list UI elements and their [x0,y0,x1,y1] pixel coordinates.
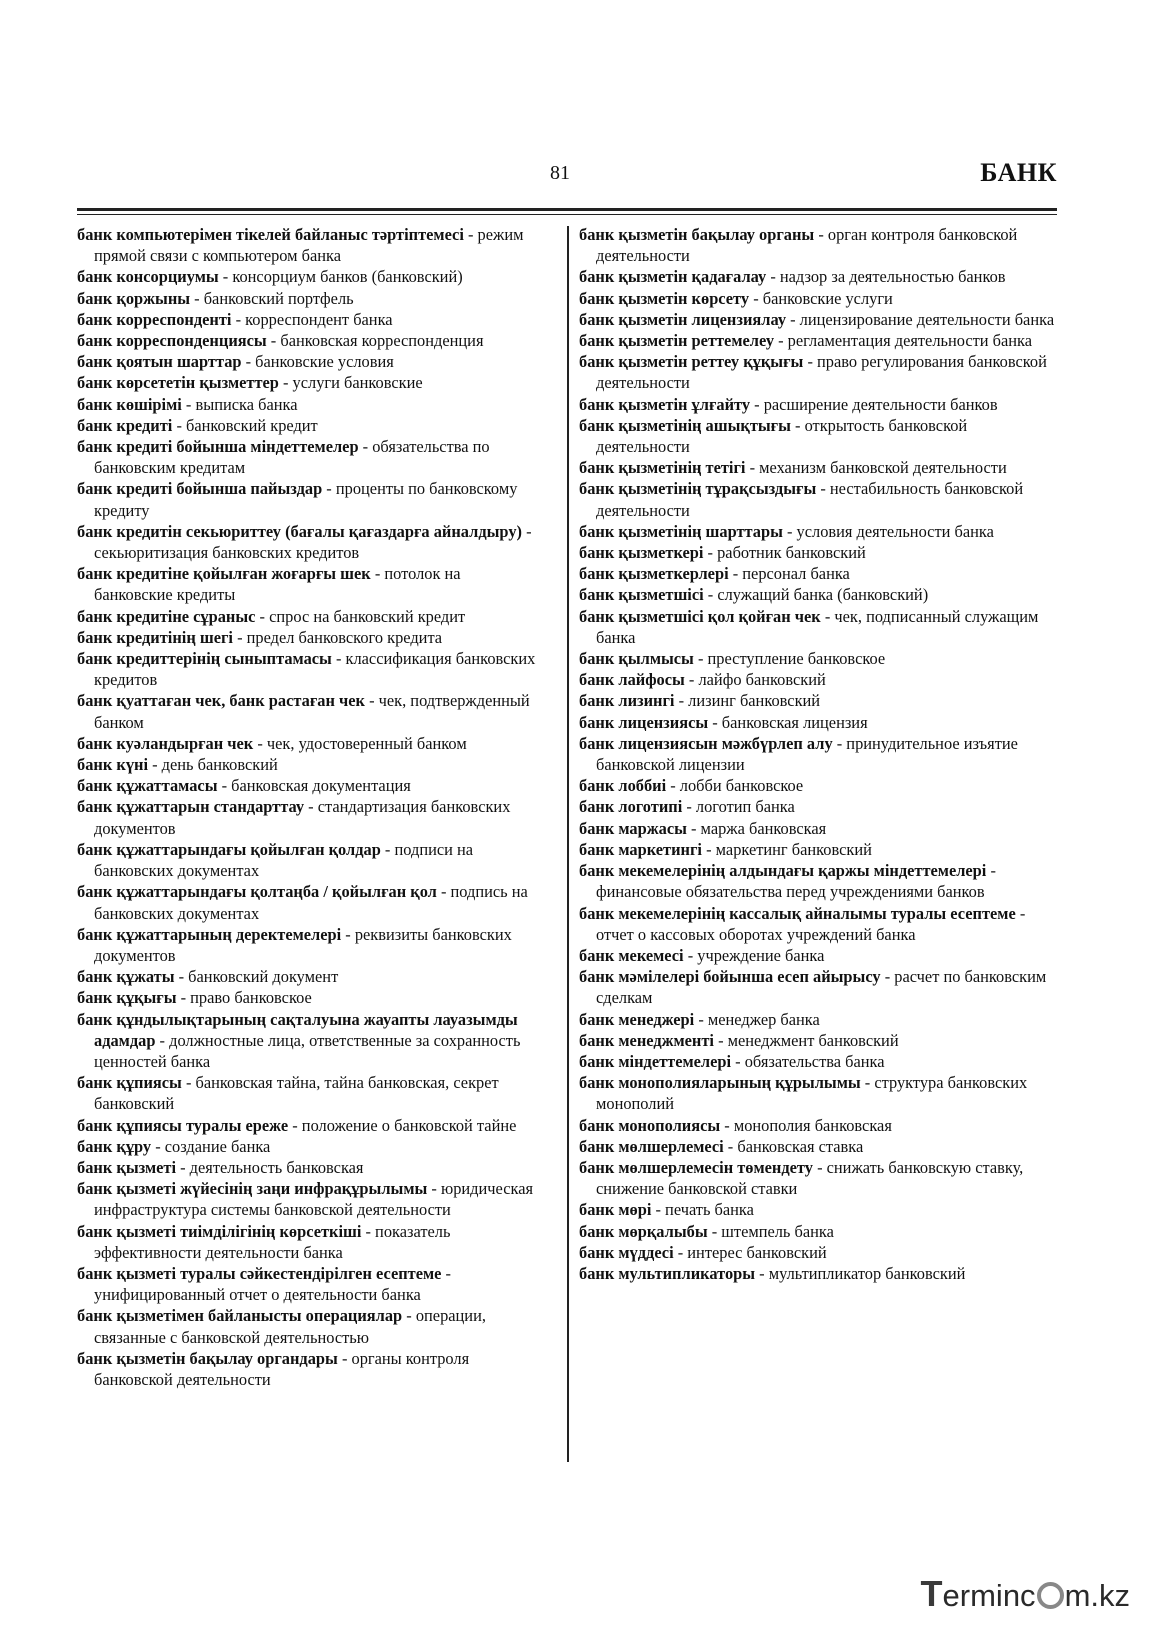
entry-term: банк көрсететін қызметтер [77,373,279,393]
entry-term: банк қызметі туралы сәйкестендірілген есептеме [77,1263,442,1283]
entry-definition: - маркетинг банковский [702,839,872,859]
dictionary-entry [77,436,543,478]
entry-definition: - унифицированный отчет о деятельности банка [94,1263,451,1305]
entry-term: банк корреспонденті [77,309,232,329]
entry-definition: - стандартизация банковских документов [94,797,511,838]
entry-term: банк қуаттаған чек, банк растаған чек [77,691,365,711]
dictionary-entry [77,309,543,330]
dictionary-entry [579,415,1057,457]
entry-term: банк лизингі [579,691,675,711]
dictionary-entry [579,457,1057,478]
entry-definition: - секьюритизация банковских кредитов [94,521,532,563]
entry-definition: - органы контроля банковской деятельности [94,1348,470,1389]
entry-term: банк монополияларының құрылымы [579,1073,861,1093]
entry-definition: - банковская тайна, тайна банковская, секрет банковский [94,1073,499,1114]
entry-definition: - обязательства банка [731,1051,885,1071]
entry-definition: - банковская лицензия [708,712,868,732]
dictionary-entry [77,839,543,881]
dictionary-entry [77,266,543,287]
dictionary-entry [77,775,543,796]
entry-definition: - показатель эффективности деятельности банка [94,1221,451,1262]
dictionary-entry [77,796,543,838]
entry-term: банк қызметкерлері [579,564,729,584]
entry-definition: - банковская документация [217,776,411,796]
dictionary-entry [579,690,1057,711]
dictionary-entry [579,839,1057,860]
entry-term: банк мекемесі [579,945,684,965]
entry-definition: - принудительное изъятие банковской лицензии [596,733,1018,775]
entry-term: банк қоржыны [77,288,191,308]
entry-definition: - расширение деятельности банков [750,394,998,414]
entry-definition: - классификация банковских кредитов [94,649,536,690]
dictionary-entry [579,563,1057,584]
dictionary-entry [579,1157,1057,1199]
entry-definition: - орган контроля банковской деятельности [596,225,1018,266]
entry-term: банк компьютерімен тікелей байланыс тәртіптемесі [77,225,464,244]
entry-term: банк қызметі тиімділігінің көрсеткіші [77,1221,362,1241]
entry-definition: - право банковское [176,988,312,1008]
entry-term: банк кредитінің шегі [77,627,233,647]
entry-term: банк құжаттарындағы қолтаңба / қойылған қол [77,882,437,902]
entry-definition: - чек, подписанный служащим банка [596,606,1039,647]
entry-definition: - банковские условия [241,352,394,372]
entry-definition: - финансовые обязательства перед учреждениями банков [596,861,996,902]
entry-definition: - услуги банковские [278,373,423,393]
header-rule-thin [77,214,1057,215]
entry-term: банк құжаттамасы [77,776,218,796]
entry-term: банк қызметі [77,1157,177,1177]
dictionary-entry [579,330,1057,351]
entry-definition: - спрос на банковский кредит [255,606,466,626]
logo-text: erminc [942,1578,1036,1613]
dictionary-entry [77,648,543,690]
entry-term: банк қызметінің шарттары [579,521,783,541]
dictionary-entry [77,1305,543,1347]
entry-term: банк мөлшерлемесі [579,1136,724,1156]
entry-definition: - проценты по банковскому кредиту [94,479,518,520]
dictionary-entry [77,627,543,648]
entry-term: банк маржасы [579,818,687,838]
entry-term: банк лицензиясы [579,712,709,732]
entry-term: банк құпиясы [77,1073,182,1093]
logo-circle-icon [1037,1582,1064,1609]
dictionary-entry [579,1199,1057,1220]
logo-letter: T [920,1573,943,1614]
entry-definition: - логотип банка [682,797,795,817]
dictionary-entry [77,606,543,627]
dictionary-entry [579,1242,1057,1263]
dictionary-entry [579,860,1057,902]
dictionary-entry [77,288,543,309]
entry-term: банк мәмілелері бойынша есеп айырысу [579,967,881,987]
entry-term: банк қызметін лицензиялау [579,309,787,329]
entry-term: банк мүддесі [579,1242,674,1262]
dictionary-entry [579,775,1057,796]
logo-text-end: m.kz [1064,1578,1130,1613]
dictionary-entry [579,1072,1057,1114]
entry-term: банк куәландырған чек [77,733,254,753]
entry-definition: - интерес банковский [673,1242,827,1262]
entry-definition: - потолок на банковские кредиты [94,564,461,605]
entry-definition: - деятельность банковская [176,1157,364,1177]
entry-definition: - консорциум банков (банковский) [218,267,463,287]
entry-definition: - подписи на банковских документах [94,839,474,881]
entry-term: банк құпиясы туралы ереже [77,1115,289,1135]
entry-term: банк мөлшерлемесін төмендету [579,1157,813,1177]
dictionary-entry [77,966,543,987]
entry-term: банк мекемелерінің кассалық айналымы туралы есептеме [579,903,1016,923]
entry-definition: - отчет о кассовых оборотах учреждений банка [596,903,1026,944]
entry-term: банк қызметшісі [579,585,704,605]
dictionary-entry [579,606,1057,648]
dictionary-entry [579,818,1057,839]
entry-definition: - банковский документ [174,967,339,987]
entry-term: банк логотипі [579,797,683,817]
entry-definition: - открытость банковской деятельности [596,415,968,457]
entry-term: банк құжаттарын стандарттау [77,797,305,817]
entry-term: банк кредиті [77,415,173,435]
entry-term: банк мөрқалыбы [579,1221,708,1241]
entry-definition: - структура банковских монополий [596,1073,1028,1114]
entry-definition: - банковская ставка [723,1136,864,1156]
entry-term: банк корреспонденциясы [77,331,267,351]
dictionary-entry [77,1263,543,1305]
dictionary-entry [579,288,1057,309]
entry-term: банк кредитіне қойылған жоғарғы шек [77,564,371,584]
dictionary-entry [77,478,543,520]
entry-term: банк консорциумы [77,267,219,287]
entry-term: банк көшірімі [77,394,182,414]
dictionary-entry [77,1115,543,1136]
dictionary-entry [579,1115,1057,1136]
entry-term: банк маркетингі [579,839,702,859]
dictionary-entry [579,1009,1057,1030]
dictionary-entry [579,796,1057,817]
entry-term: банк мультипликаторы [579,1263,756,1283]
entry-definition: - регламентация деятельности банка [774,331,1033,351]
entry-term: банк міндеттемелері [579,1051,732,1071]
entry-definition: - банковские услуги [749,288,893,308]
entry-term: банк құндылықтарының сақталуына жауапты лауазымды адамдар [77,1009,518,1050]
dictionary-entry [579,966,1057,1008]
entry-term: банк лицензиясын мәжбүрлеп алу [579,733,833,753]
dictionary-entry [579,542,1057,563]
terminkom-logo [921,1573,1130,1615]
dictionary-entry [77,1348,543,1390]
dictionary-entry [579,394,1057,415]
entry-definition: - лобби банковское [666,776,804,796]
dictionary-entry [579,1263,1057,1284]
dictionary-entry [77,733,543,754]
entry-term: банк қызметінің ашықтығы [579,415,791,435]
entry-term: банк қызметінің тұрақсыздығы [579,479,817,499]
entry-definition: - банковская корреспонденция [266,331,484,351]
entry-term: банк қызметін бақылау органдары [77,1348,338,1368]
dictionary-entry [77,690,543,732]
entry-definition: - обязательства по банковским кредитам [94,437,490,478]
section-title: БАНК [980,158,1057,187]
dictionary-entry [77,987,543,1008]
header-rule [77,208,1057,211]
entry-definition: - работник банковский [703,543,866,563]
entry-definition: - механизм банковской деятельности [745,458,1007,478]
entry-term: банк құру [77,1136,152,1156]
entry-term: банк құжаттарындағы қойылған қолдар [77,839,381,859]
entry-definition: - юридическая инфраструктура системы банковской деятельности [94,1179,534,1220]
entry-term: банк кредиті бойынша міндеттемелер [77,437,359,457]
dictionary-entry [579,584,1057,605]
column-divider [567,226,569,1462]
dictionary-entry [77,1136,543,1157]
entry-term: банк қылмысы [579,649,694,669]
entry-term: банк лайфосы [579,670,685,690]
entry-definition: - мультипликатор банковский [755,1263,966,1283]
dictionary-entry [77,924,543,966]
entry-definition: - подпись на банковских документах [94,882,528,923]
left-column [77,224,543,1390]
entry-term: банк қызметін ұлғайту [579,394,751,414]
dictionary-entry [77,351,543,372]
dictionary-entry [77,754,543,775]
right-column [579,224,1057,1284]
dictionary-entry [77,372,543,393]
dictionary-entry [579,1051,1057,1072]
entry-definition: - лайфо банковский [684,670,826,690]
entry-definition: - лицензирование деятельности банка [786,309,1055,329]
entry-definition: - корреспондент банка [231,309,393,329]
dictionary-entry [579,733,1057,775]
entry-definition: - лизинг банковский [674,691,821,711]
dictionary-entry [77,1157,543,1178]
entry-definition: - режим прямой связи с компьютером банка [94,225,524,266]
entry-term: банк қызметін қадағалау [579,267,767,287]
entry-term: банк күні [77,755,149,775]
entry-term: банк менеджері [579,1009,695,1029]
dictionary-entry [77,1009,543,1073]
entry-definition: - служащий банка (банковский) [703,585,929,605]
entry-definition: - чек, удостоверенный банком [253,733,467,753]
dictionary-entry [77,881,543,923]
entry-term: банк қызметкері [579,543,704,563]
dictionary-entry [77,1221,543,1263]
entry-definition: - учреждение банка [683,945,825,965]
entry-term: банк кредитіне сұраныс [77,606,256,626]
entry-term: банк құжаттарының деректемелері [77,924,342,944]
dictionary-entry [77,394,543,415]
entry-term: банк мөрі [579,1200,652,1220]
entry-term: банк қызметі жүйесінің заңи инфрақұрылымы [77,1179,428,1199]
entry-definition: - банковский портфель [190,288,354,308]
dictionary-entry [579,669,1057,690]
dictionary-entry [579,351,1057,393]
dictionary-entry [77,415,543,436]
entry-term: банк қоятын шарттар [77,352,242,372]
entry-term: банк қызметінің тетігі [579,458,746,478]
dictionary-entry [579,712,1057,733]
entry-definition: - менеджер банка [694,1009,820,1029]
entry-term: банк құжаты [77,967,175,987]
dictionary-entry [77,224,543,266]
entry-term: банк монополиясы [579,1115,721,1135]
dictionary-entry [579,1221,1057,1242]
entry-term: банк құқығы [77,988,177,1008]
entry-term: банк лоббиі [579,776,667,796]
entry-definition: - нестабильность банковской деятельности [596,479,1024,520]
entry-definition: - маржа банковская [686,818,827,838]
entry-term: банк қызметін реттеу құқығы [579,352,804,372]
entry-definition: - должностные лица, ответственные за сохранность ценностей банка [94,1030,521,1071]
dictionary-entry [579,478,1057,520]
dictionary-entry [579,266,1057,287]
entry-definition: - надзор за деятельностью банков [766,267,1006,287]
entry-definition: - выписка банка [181,394,298,414]
entry-term: банк кредиті бойынша пайыздар [77,479,323,499]
dictionary-entry [579,309,1057,330]
entry-definition: - предел банковского кредита [232,627,443,647]
entry-term: банк менеджменті [579,1030,714,1050]
entry-term: банк қызметімен байланысты операциялар [77,1306,403,1326]
entry-definition: - чек, подтвержденный банком [94,691,530,732]
dictionary-entry [579,1030,1057,1051]
dictionary-entry [77,330,543,351]
entry-definition: - день банковский [148,755,278,775]
dictionary-entry [579,521,1057,542]
entry-definition: - преступление банковское [693,649,886,669]
dictionary-entry [77,521,543,563]
entry-definition: - реквизиты банковских документов [94,924,512,965]
entry-definition: - менеджмент банковский [713,1030,899,1050]
entry-definition: - условия деятельности банка [782,521,994,541]
entry-term: банк кредиттерінің сыныптамасы [77,649,332,669]
entry-term: банк қызметін реттемелеу [579,331,775,351]
dictionary-entry [77,1178,543,1220]
entry-term: банк кредитін секьюриттеу (бағалы қағаздарға айналдыру) [77,521,522,541]
entry-term: банк мекемелерінің алдындағы қаржы міндеттемелері [579,861,987,881]
entry-term: банк қызметін көрсету [579,288,750,308]
entry-term: банк қызметшісі қол қойған чек [579,606,821,626]
entry-definition: - монополия банковская [720,1115,892,1135]
dictionary-entry [579,1136,1057,1157]
entry-definition: - расчет по банковским сделкам [596,967,1047,1008]
entry-definition: - положение о банковской тайне [288,1115,517,1135]
dictionary-entry [579,945,1057,966]
entry-definition: - печать банка [651,1200,754,1220]
entry-term: банк қызметін бақылау органы [579,225,815,244]
dictionary-entry [579,648,1057,669]
page-number: 81 [550,162,570,184]
entry-definition: - операции, связанные с банковской деятельностью [94,1306,486,1347]
dictionary-entry [579,224,1057,266]
entry-definition: - персонал банка [728,564,850,584]
entry-definition: - создание банка [151,1136,271,1156]
dictionary-entry [579,903,1057,945]
entry-definition: - штемпель банка [707,1221,834,1241]
entry-definition: - снижать банковскую ставку, снижение банковской ставки [596,1157,1024,1199]
entry-definition: - право регулирования банковской деятельности [596,352,1047,393]
dictionary-entry [77,563,543,605]
dictionary-entry [77,1072,543,1114]
entry-definition: - банковский кредит [172,415,318,435]
